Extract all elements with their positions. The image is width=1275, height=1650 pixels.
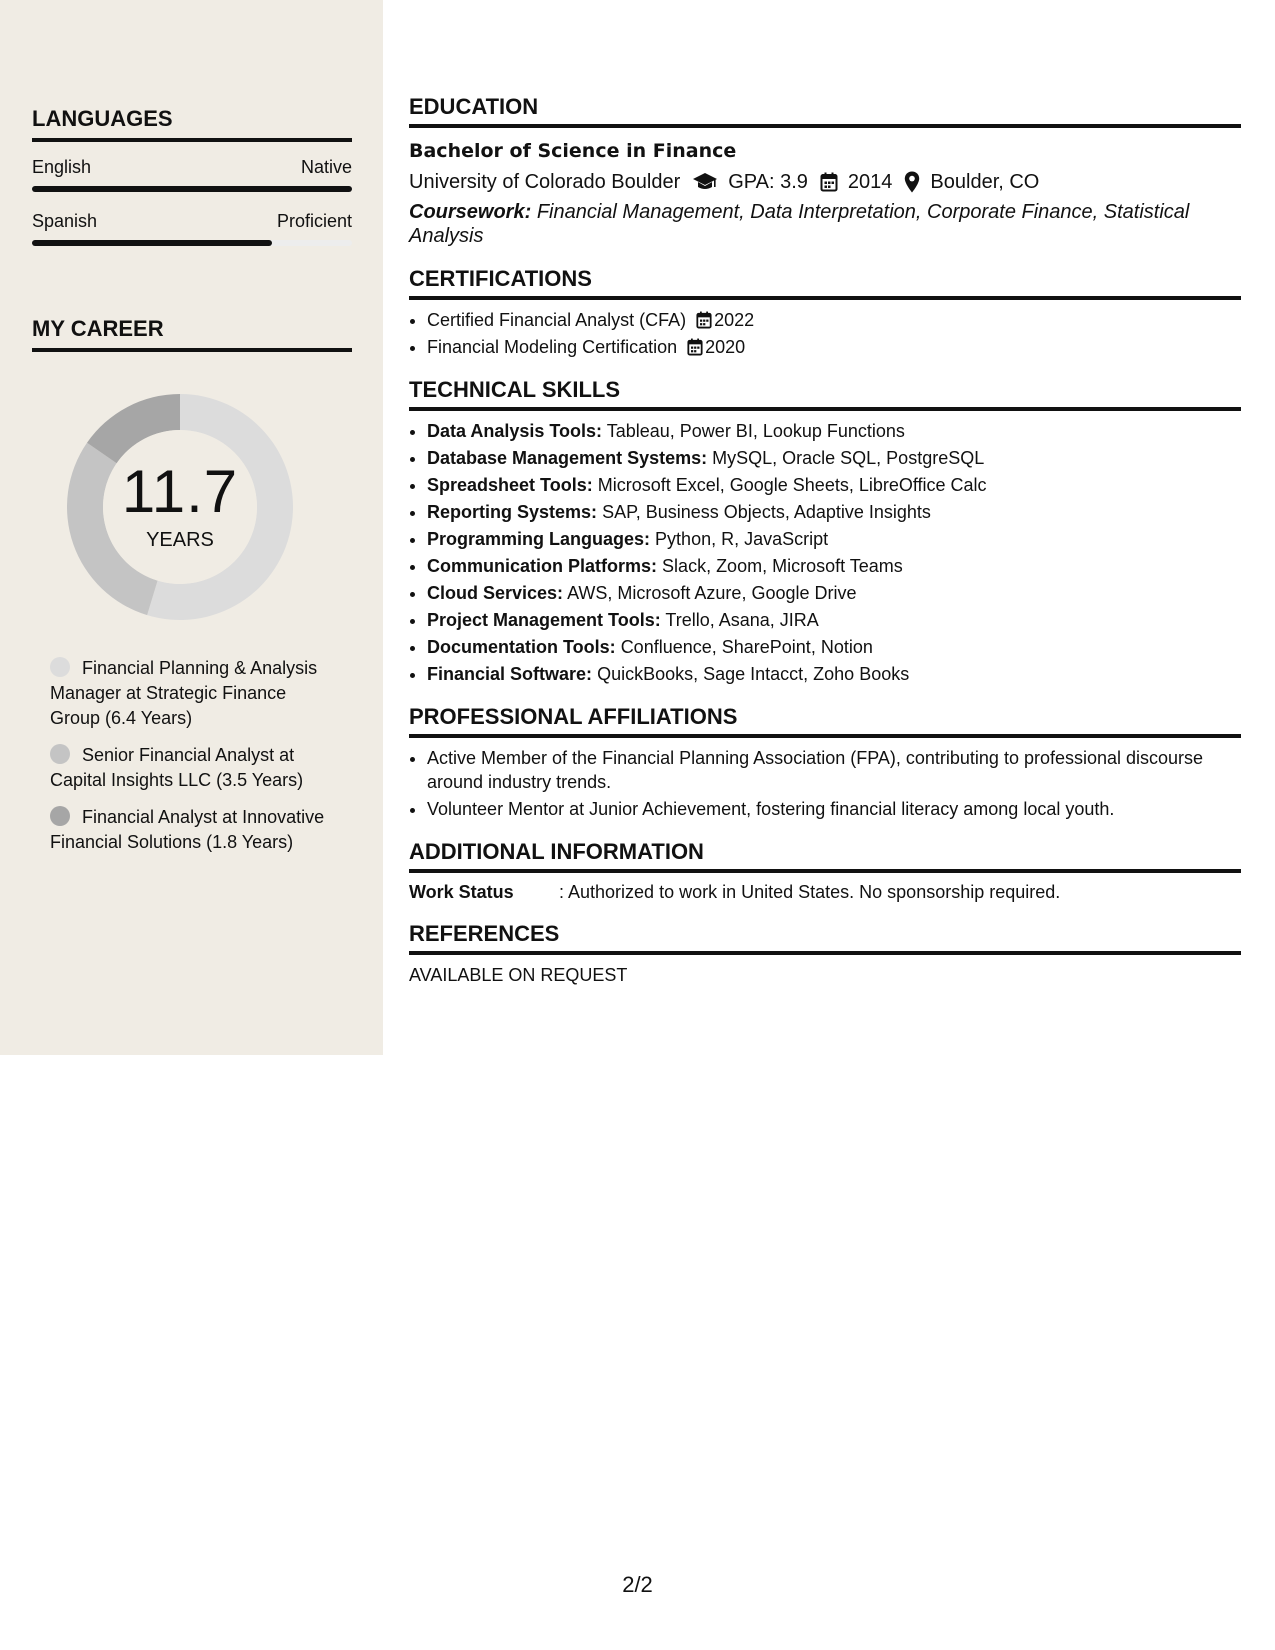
language-proficiency-bar: [32, 186, 352, 192]
skill-value: QuickBooks, Sage Intacct, Zoho Books: [597, 664, 910, 684]
calendar-icon: [687, 338, 703, 356]
coursework-label: Coursework:: [409, 201, 532, 223]
skill-item: [427, 554, 1241, 578]
graduation-cap-icon: [692, 172, 718, 192]
skill-label: Database Management Systems:: [427, 448, 708, 468]
skill-item: [427, 500, 1241, 524]
affiliations-list: [409, 746, 1241, 821]
references-text: AVAILABLE ON REQUEST: [409, 965, 628, 985]
education-section: [409, 94, 1241, 248]
skill-label: Documentation Tools:: [427, 637, 616, 657]
language-proficiency-fill: [32, 186, 352, 192]
certifications-list: [409, 308, 1241, 359]
skill-value: Slack, Zoom, Microsoft Teams: [662, 556, 903, 576]
career-heading: MY CAREER: [32, 316, 352, 352]
sidebar: [0, 0, 383, 1055]
skill-label: Communication Platforms:: [427, 556, 658, 576]
certification-item: [427, 335, 1241, 359]
coursework-list: Financial Management, Data Interpretation, Corporate Finance, Statistical Analysis: [409, 201, 1190, 247]
skill-label: Spreadsheet Tools:: [427, 475, 593, 495]
career-legend-dot: [50, 657, 70, 677]
certifications-heading: CERTIFICATIONS: [409, 266, 1241, 300]
language-proficiency-bar: [32, 240, 352, 246]
skill-item: [427, 473, 1241, 497]
career-total-unit: YEARS: [146, 528, 214, 551]
language-name: Spanish: [32, 211, 98, 231]
skill-item: [427, 608, 1241, 632]
career-list: [50, 656, 330, 855]
affiliations-section: [409, 704, 1241, 821]
additional-info-section: [409, 839, 1241, 903]
work-status-row: [409, 881, 1241, 903]
skill-label: Programming Languages:: [427, 529, 651, 549]
page-number: 2/2: [622, 1572, 653, 1597]
career-item: [50, 743, 330, 793]
career-item: [50, 805, 330, 855]
career-item-text: Senior Financial Analyst at Capital Insights LLC (3.5 Years): [50, 745, 304, 790]
skill-label: Cloud Services:: [427, 583, 564, 603]
technical-skills-heading: TECHNICAL SKILLS: [409, 377, 1241, 411]
skill-label: Data Analysis Tools:: [427, 421, 603, 441]
career-legend-dot: [50, 806, 70, 826]
location-pin-icon: [904, 171, 920, 193]
language-proficiency-fill: [32, 240, 272, 246]
career-donut-chart: [65, 392, 295, 622]
skill-value: Confluence, SharePoint, Notion: [620, 637, 873, 657]
skill-item: [427, 446, 1241, 470]
certification-year: 2020: [705, 337, 746, 357]
skill-item: [427, 581, 1241, 605]
career-item-text: Financial Planning & Analysis Manager at Strategic Finance Group (6.4 Years): [50, 658, 318, 728]
school-location: Boulder, CO: [930, 171, 1040, 193]
additional-info-heading: ADDITIONAL INFORMATION: [409, 839, 1241, 873]
sidebar-content: [32, 106, 352, 867]
skill-label: Financial Software:: [427, 664, 593, 684]
career-total-years: 11.7: [121, 457, 239, 525]
references-heading: REFERENCES: [409, 921, 1241, 955]
affiliations-heading: PROFESSIONAL AFFILIATIONS: [409, 704, 1241, 738]
education-heading: EDUCATION: [409, 94, 1241, 128]
certification-item: [427, 308, 1241, 332]
skill-label: Reporting Systems:: [427, 502, 598, 522]
skill-value: Tableau, Power BI, Lookup Functions: [606, 421, 905, 441]
language-item-spanish: [32, 210, 352, 246]
work-status-value: : Authorized to work in United States. No sponsorship required.: [559, 882, 1061, 902]
certification-name: Financial Modeling Certification: [427, 337, 678, 357]
skill-item: [427, 419, 1241, 443]
skill-item: [427, 527, 1241, 551]
affiliation-item: • Active Member of the Financial Planning Association (FPA), contributing to professional discourse around industry trends.: [427, 746, 1241, 794]
skill-value: Python, R, JavaScript: [655, 529, 829, 549]
certifications-section: [409, 266, 1241, 359]
skill-item: [427, 635, 1241, 659]
certification-year: 2022: [714, 310, 755, 330]
certification-name: Certified Financial Analyst (CFA): [427, 310, 687, 330]
calendar-icon: [696, 311, 712, 329]
graduation-year: 2014: [847, 171, 893, 193]
calendar-icon: [820, 172, 838, 192]
affiliation-item: • Volunteer Mentor at Junior Achievement, fostering financial literacy among local youth.: [427, 797, 1241, 821]
career-legend-dot: [50, 744, 70, 764]
skill-item: [427, 662, 1241, 686]
skill-value: AWS, Microsoft Azure, Google Drive: [567, 583, 857, 603]
skill-value: Microsoft Excel, Google Sheets, LibreOffice Calc: [597, 475, 987, 495]
donut-center: [65, 392, 295, 622]
school-name: University of Colorado Boulder: [409, 171, 681, 193]
degree-title: Bachelor of Science in Finance: [409, 140, 737, 162]
language-level: Native: [300, 157, 352, 177]
skills-list: [409, 419, 1241, 686]
technical-skills-section: [409, 377, 1241, 686]
career-item: [50, 656, 330, 731]
references-section: [409, 921, 1241, 986]
languages-heading: LANGUAGES: [32, 106, 352, 142]
education-meta: [409, 168, 1241, 196]
skill-label: Project Management Tools:: [427, 610, 661, 630]
skill-value: Trello, Asana, JIRA: [665, 610, 819, 630]
coursework: [409, 200, 1241, 248]
career-item-text: Financial Analyst at Innovative Financial Solutions (1.8 Years): [50, 807, 325, 852]
skill-value: MySQL, Oracle SQL, PostgreSQL: [712, 448, 985, 468]
work-status-label: Work Status: [409, 882, 514, 902]
skill-value: SAP, Business Objects, Adaptive Insights: [602, 502, 931, 522]
language-level: Proficient: [276, 211, 352, 231]
language-name: English: [32, 157, 92, 177]
main-content: [409, 94, 1241, 1004]
language-item-english: [32, 156, 352, 192]
gpa: GPA: 3.9: [728, 171, 808, 193]
